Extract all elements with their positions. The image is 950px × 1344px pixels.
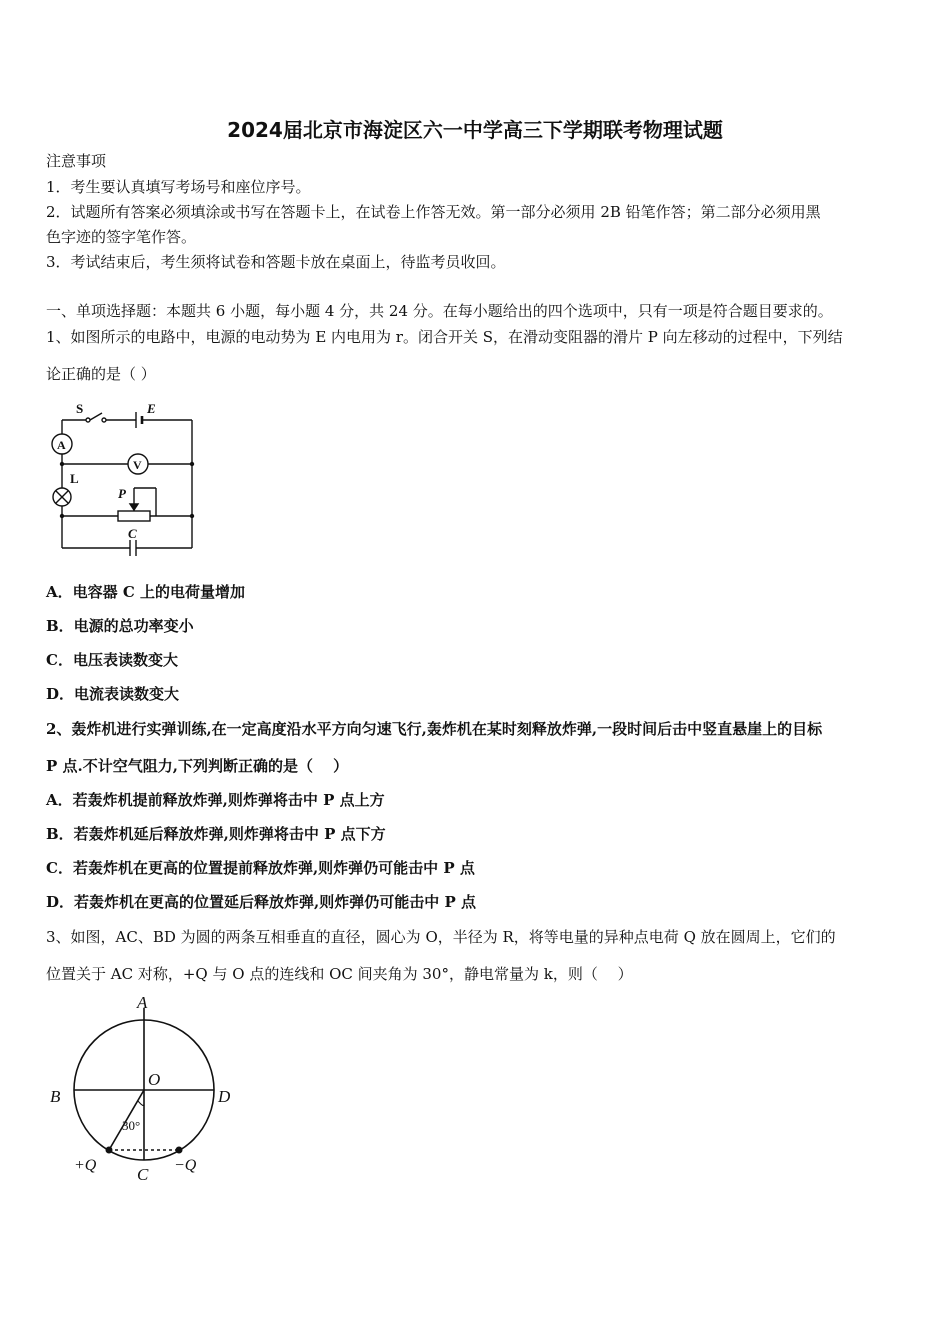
question-2-stem: 2、轰炸机进行实弹训练,在一定高度沿水平方向匀速飞行,轰炸机在某时刻释放炸弹,一段时间后击中竖直悬崖上的目标 (46, 720, 823, 738)
notice-heading: 注意事项 (46, 152, 107, 170)
label-slider: P (118, 486, 126, 501)
label-d: D (218, 1087, 231, 1106)
question-1-stem: 1、如图所示的电路中，电源的电动势为 E 内电用为 r。闭合开关 S，在滑动变阻器的滑片 P 向左移动的过程中，下列结 (46, 328, 843, 346)
question-2-stem-cont: P 点.不计空气阻力,下列判断正确的是（ ） (46, 757, 349, 775)
label-switch: S (76, 401, 84, 416)
question-1-option-a: A．电容器 C 上的电荷量增加 (46, 583, 246, 601)
question-1-option-c: C．电压表读数变大 (46, 651, 178, 669)
label-c: C (137, 1165, 149, 1184)
label-a: A (137, 993, 148, 1012)
page-title: 2024届北京市海淀区六一中学高三下学期联考物理试题 (227, 118, 723, 142)
notice-item: 2．试题所有答案必须填涂或书写在答题卡上，在试卷上作答无效。第一部分必须用 2B 铅笔作答；第二部分必须用黑 (46, 203, 821, 221)
label-o: O (148, 1070, 161, 1089)
circle-diagram (44, 990, 244, 1190)
label-plus-q: +Q (74, 1157, 97, 1174)
notice-item: 色字迹的签字笔作答。 (46, 228, 197, 246)
question-2-option-d: D．若轰炸机在更高的位置延后释放炸弹,则炸弹仍可能击中 P 点 (46, 893, 476, 911)
question-2-option-b: B．若轰炸机延后释放炸弹,则炸弹将击中 P 点下方 (46, 825, 386, 843)
label-angle: 30° (122, 1118, 141, 1133)
question-1-option-d: D．电流表读数变大 (46, 685, 180, 703)
label-minus-q: −Q (174, 1157, 197, 1174)
section-heading: 一、单项选择题：本题共 6 小题，每小题 4 分，共 24 分。在每小题给出的四个选项中，只有一项是符合题目要求的。 (46, 302, 833, 320)
question-3-stem: 3、如图，AC、BD 为圆的两条互相垂直的直径，圆心为 O，半径为 R，将等电量的异种点电荷 Q 放在圆周上，它们的 (46, 928, 836, 946)
label-emf: E (147, 401, 156, 416)
label-ammeter: A (57, 438, 66, 452)
notice-item: 1．考生要认真填写考场号和座位序号。 (46, 178, 311, 196)
label-capacitor: C (128, 526, 137, 541)
question-2-option-a: A．若轰炸机提前释放炸弹,则炸弹将击中 P 点上方 (46, 791, 385, 809)
question-1-stem-cont: 论正确的是（ ） (46, 365, 156, 383)
question-2-option-c: C．若轰炸机在更高的位置提前释放炸弹,则炸弹仍可能击中 P 点 (46, 859, 475, 877)
label-lamp: L (70, 471, 79, 486)
label-b: B (50, 1087, 61, 1106)
label-voltmeter: V (133, 458, 142, 472)
question-1-option-b: B．电源的总功率变小 (46, 617, 194, 635)
notice-item: 3．考试结束后，考生须将试卷和答题卡放在桌面上，待监考员收回。 (46, 253, 506, 271)
circuit-diagram (44, 398, 204, 558)
question-3-stem-cont: 位置关于 AC 对称，+Q 与 O 点的连线和 OC 间夹角为 30°，静电常量为 k，则（ ） (46, 965, 633, 983)
